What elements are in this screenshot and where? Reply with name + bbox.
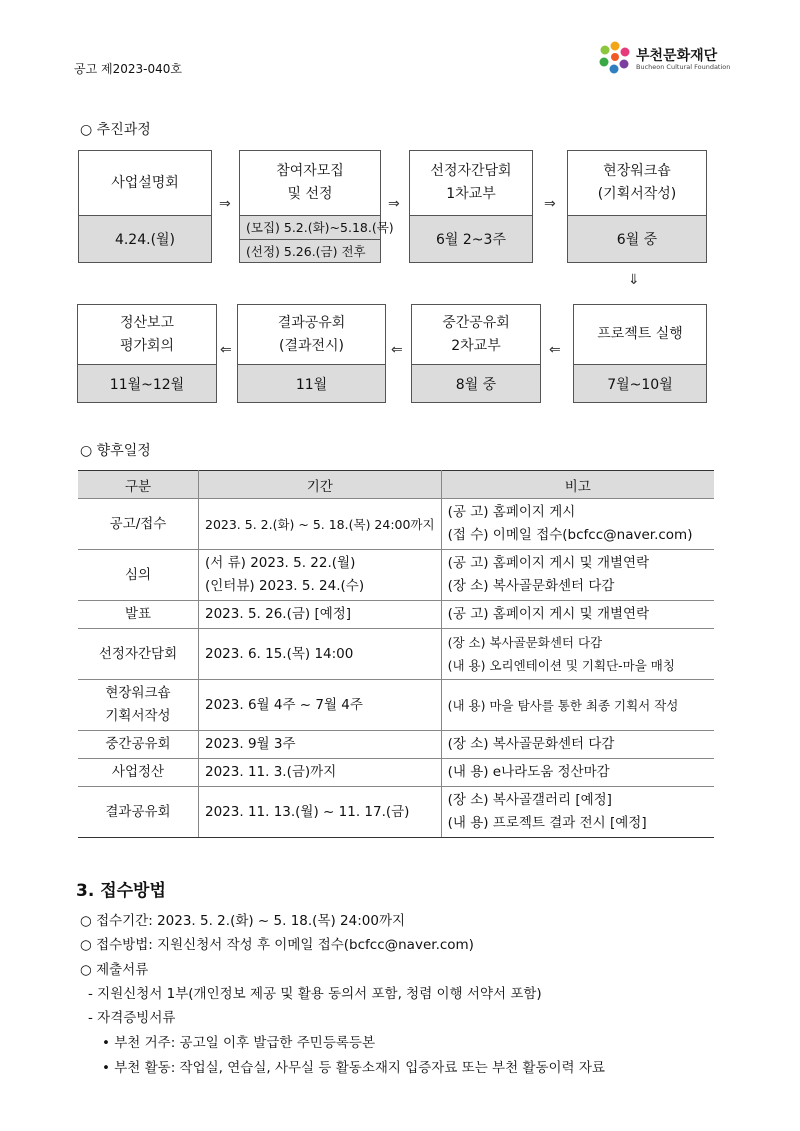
- submission-line: ○ 접수기간: 2023. 5. 2.(화) ~ 5. 18.(목) 24:00까지: [80, 913, 406, 929]
- row-note: (내 용) 오리엔테이션 및 기획단-마을 매칭: [447, 658, 675, 673]
- col-period: 기간: [199, 471, 442, 499]
- row-note: (장 소) 복사골문화센터 다감: [447, 578, 615, 594]
- row-note: (내 용) 마을 탐사를 통한 최종 기획서 작성: [447, 697, 679, 713]
- step-date: 11월: [238, 364, 385, 402]
- row-category: 선정자간담회: [78, 629, 199, 680]
- row-note: (내 용) 프로젝트 결과 전시 [예정]: [447, 815, 647, 831]
- step-date-select: (선정) 5.26.(금) 전후: [240, 239, 380, 263]
- col-note: 비고: [441, 471, 714, 499]
- row-period: (서 류) 2023. 5. 22.(월): [205, 555, 356, 571]
- arrow-right-icon: ⇒: [544, 196, 556, 212]
- step-name: 참여자모집 및 선정: [240, 151, 380, 215]
- step-briefing: [78, 150, 212, 263]
- arrow-right-icon: ⇒: [219, 196, 231, 212]
- step-date: 11월~12월: [78, 364, 216, 402]
- row-category: 공고/접수: [78, 499, 199, 550]
- submission-line: ○ 접수방법: 지원신청서 작성 후 이메일 접수(bcfcc@naver.com): [80, 937, 474, 953]
- row-note: (장 소) 복사골갤러리 [예정]: [447, 792, 612, 808]
- notice-number: 공고 제2023-040호: [74, 62, 182, 76]
- row-period: 2023. 11. 13.(월) ~ 11. 17.(금): [205, 803, 410, 820]
- logo-mark-icon: [598, 40, 632, 74]
- step-mid-share: [411, 304, 541, 403]
- row-note: (내 용) e나라도움 정산마감: [447, 764, 610, 780]
- step-name: 사업설명회: [79, 151, 211, 215]
- table-row: [78, 601, 714, 629]
- row-period: 2023. 5. 2.(화) ~ 5. 18.(목) 24:00까지: [205, 516, 435, 532]
- step-date: 6월 2~3주: [410, 215, 532, 262]
- table-row: [78, 550, 714, 601]
- step-name: 중간공유회 2차교부: [412, 305, 540, 364]
- section-heading: 3. 접수방법: [76, 881, 166, 901]
- row-note: (장 소) 복사골문화센터 다감: [447, 635, 603, 650]
- row-period: 2023. 6. 15.(목) 14:00: [205, 645, 354, 662]
- step-name: 현장워크숍 (기획서작성): [568, 151, 706, 215]
- row-category: 심의: [78, 550, 199, 601]
- process-title: ○ 추진과정: [80, 122, 151, 138]
- table-row: [78, 629, 714, 680]
- step-meeting: [409, 150, 533, 263]
- step-workshop: [567, 150, 707, 263]
- table-row: [78, 680, 714, 731]
- step-dates: [240, 215, 394, 262]
- step-settlement: [77, 304, 217, 403]
- submission-line: • 부천 활동: 작업실, 연습실, 사무실 등 활동소재지 입증자료 또는 부천 활동이력 자료: [102, 1060, 605, 1076]
- submission-line: - 자격증빙서류: [88, 1010, 176, 1026]
- row-note: (장 소) 복사골문화센터 다감: [447, 736, 615, 752]
- schedule-title: ○ 향후일정: [80, 443, 151, 459]
- step-date-recruit: (모집) 5.2.(화)~5.18.(목): [246, 220, 394, 236]
- foundation-logo: [598, 40, 738, 76]
- submission-line: - 지원신청서 1부(개인정보 제공 및 활용 동의서 포함, 청렴 이행 서약서 포함): [88, 986, 542, 1002]
- logo-name: 부천문화재단: [636, 48, 718, 64]
- row-category: 중간공유회: [78, 731, 199, 759]
- row-category: 사업정산: [78, 759, 199, 787]
- step-date: 4.24.(월): [79, 215, 211, 262]
- row-period: 2023. 11. 3.(금)까지: [205, 764, 337, 780]
- step-result-share: [237, 304, 386, 403]
- logo-subtitle: Bucheon Cultural Foundation: [636, 63, 731, 71]
- table-header-row: [78, 471, 714, 499]
- step-date: 8월 중: [412, 364, 540, 402]
- col-category: 구분: [78, 471, 199, 499]
- step-execution: [573, 304, 707, 403]
- schedule-table: [78, 470, 714, 838]
- table-row: [78, 499, 714, 550]
- step-date: 6월 중: [568, 215, 706, 262]
- row-note: (공 고) 홈페이지 게시: [447, 504, 576, 520]
- row-period: (인터뷰) 2023. 5. 24.(수): [205, 578, 365, 594]
- arrow-down-icon: ⇓: [628, 272, 640, 288]
- step-name: 결과공유회 (결과전시): [238, 305, 385, 364]
- table-row: [78, 731, 714, 759]
- table-row: [78, 787, 714, 838]
- step-recruit: [239, 150, 394, 263]
- row-category: 결과공유회: [78, 787, 199, 838]
- row-period: 2023. 6월 4주 ~ 7월 4주: [205, 696, 363, 713]
- arrow-left-icon: ⇐: [391, 342, 403, 358]
- step-date: 7월~10월: [574, 364, 706, 402]
- submission-line: ○ 제출서류: [80, 962, 149, 978]
- table-row: [78, 759, 714, 787]
- row-note: (접 수) 이메일 접수(bcfcc@naver.com): [447, 527, 693, 543]
- row-period: 2023. 9월 3주: [205, 736, 296, 752]
- step-name: 선정자간담회 1차교부: [410, 151, 532, 215]
- row-category: 발표: [78, 601, 199, 629]
- row-note: (공 고) 홈페이지 게시 및 개별연락: [447, 606, 650, 622]
- step-name: 정산보고 평가회의: [78, 305, 216, 364]
- row-period: 2023. 5. 26.(금) [예정]: [205, 606, 352, 622]
- step-name: 프로젝트 실행: [574, 305, 706, 364]
- submission-line: • 부천 거주: 공고일 이후 발급한 주민등록등본: [102, 1035, 375, 1051]
- row-category: 현장워크숍 기획서작성: [78, 680, 199, 731]
- arrow-right-icon: ⇒: [388, 196, 400, 212]
- row-note: (공 고) 홈페이지 게시 및 개별연락: [447, 555, 650, 571]
- arrow-left-icon: ⇐: [549, 342, 561, 358]
- arrow-left-icon: ⇐: [220, 342, 232, 358]
